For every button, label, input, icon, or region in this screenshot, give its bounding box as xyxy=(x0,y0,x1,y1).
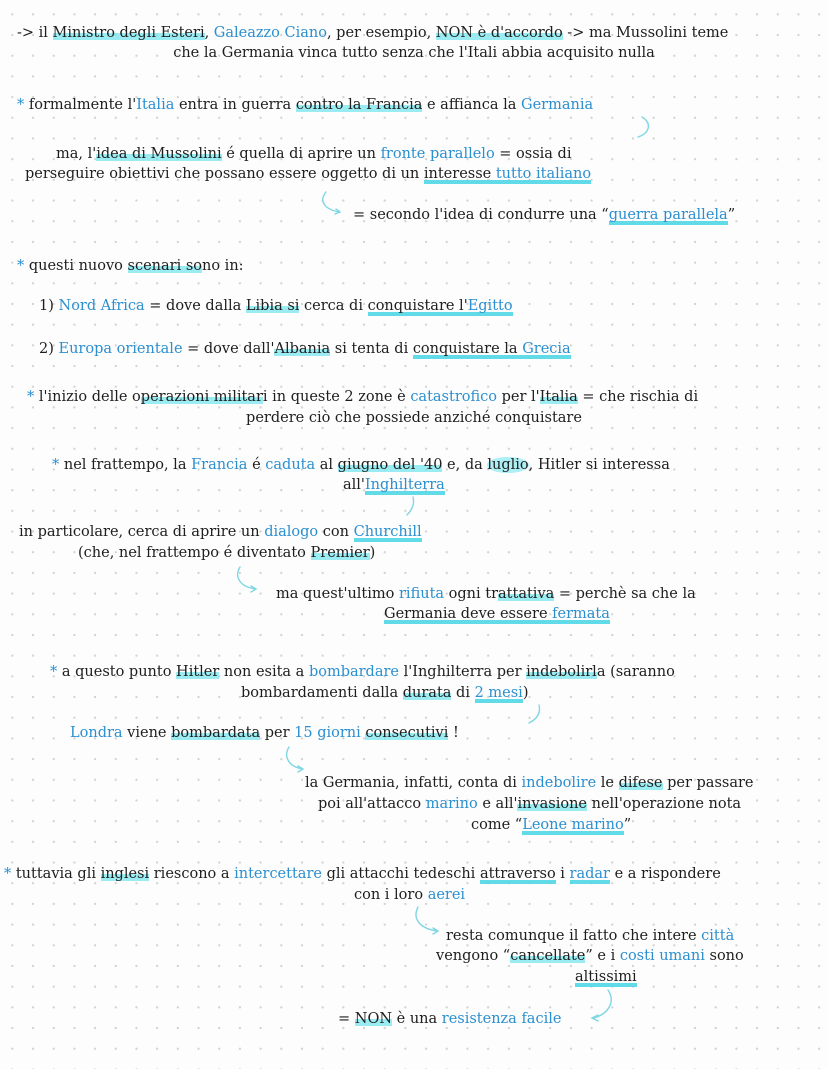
text: -> ma Mussolini teme xyxy=(562,25,729,41)
connector-arrow xyxy=(525,703,550,728)
highlight: giugno del '40 xyxy=(337,457,443,473)
note-line-14: in particolare, cerca di aprire un dialogo con Churchill xyxy=(19,524,422,540)
note-line-5: perseguire obiettivi che possano essere oggetto di un interesse tutto italiano xyxy=(25,166,592,182)
note-line-21: la Germania, infatti, conta di indebolire le difese per passare xyxy=(305,775,754,791)
highlight: attativa xyxy=(498,586,555,602)
note-line-4: ma, l'idea di Mussolini é quella di aprire un fronte parallelo = ossia di xyxy=(56,146,572,162)
note-line-29: = NON è una resistenza facile xyxy=(338,1011,562,1027)
note-line-10: * l'inizio delle operazioni militari in queste 2 zone è catastrofico per l'Italia = che rischia di xyxy=(27,389,699,405)
keyword: catastrofico xyxy=(410,389,498,405)
note-line-23: come “Leone marino” xyxy=(471,817,632,833)
keyword: fronte parallelo xyxy=(380,146,495,162)
note-line-8: 1) Nord Africa = dove dalla Libia si cerca di conquistare l'Egitto xyxy=(39,298,513,314)
highlight: altissimi xyxy=(575,969,637,985)
text: -> il xyxy=(17,25,53,41)
connector-arrow xyxy=(405,495,425,520)
highlight: bombardata xyxy=(171,725,261,741)
note-line-12: * nel frattempo, la Francia é caduta al giugno del '40 e, da luglio, Hitler si interessa xyxy=(52,457,670,473)
highlight: indebolirl xyxy=(526,664,597,680)
highlight: difese xyxy=(618,775,663,791)
note-line-25: con i loro aerei xyxy=(354,887,466,903)
highlight: Hitler xyxy=(176,664,220,680)
note-line-16: ma quest'ultimo rifiuta ogni trattativa = perchè sa che la xyxy=(276,586,696,602)
highlight: conquistare l' xyxy=(367,298,468,314)
keyword: Egitto xyxy=(467,298,513,314)
connector-arrow xyxy=(588,988,618,1023)
note-line-24: * tuttavia gli inglesi riescono a intercettare gli attacchi tedeschi attraverso i radar e a rispondere xyxy=(4,866,721,882)
note-line-13: all'Inghilterra xyxy=(343,477,445,493)
connector-arrow xyxy=(318,190,348,220)
note-line-26: resta comunque il fatto che intere città xyxy=(446,928,735,944)
highlight: NON è d'accordo xyxy=(435,25,563,41)
keyword: Francia xyxy=(191,457,248,473)
note-line-20: Londra viene bombardata per 15 giorni consecutivi ! xyxy=(70,725,459,741)
text: , xyxy=(204,25,214,41)
highlight: luglio xyxy=(487,457,529,473)
note-line-7: * questi nuovo scenari sono in: xyxy=(17,258,244,274)
keyword: aerei xyxy=(427,887,466,903)
highlight: Premier xyxy=(310,545,370,561)
note-line-17 xyxy=(384,604,610,624)
highlight: cancellate xyxy=(510,948,586,964)
connector-arrow xyxy=(283,745,313,775)
connector-arrow xyxy=(234,565,264,595)
keyword: 2 mesi xyxy=(474,685,523,701)
keyword: marino xyxy=(425,796,478,812)
note-line-11: perdere ciò che possiede anziché conquistare xyxy=(246,410,582,426)
bullet-star: * xyxy=(50,664,58,680)
highlight: attraverso xyxy=(479,866,556,882)
note-line-18: * a questo punto Hitler non esita a bombardare l'Inghilterra per indebolirla (saranno xyxy=(50,664,675,680)
note-line-9: 2) Europa orientale = dove dall'Albania si tenta di conquistare la Grecia xyxy=(39,341,571,357)
bullet-star: * xyxy=(17,258,25,274)
connector-arrow xyxy=(630,115,660,145)
highlight: inglesi xyxy=(100,866,150,882)
highlight: conquistare la xyxy=(412,341,523,357)
keyword: Londra xyxy=(70,725,123,741)
highlight: invasione xyxy=(517,796,588,812)
note-line-27: vengono “cancellate” e i costi umani sono xyxy=(436,948,744,964)
note-line-1 xyxy=(17,23,728,43)
bullet-star: * xyxy=(52,457,60,473)
highlight: Libia si xyxy=(245,298,300,314)
keyword: Galeazzo Ciano xyxy=(213,25,327,41)
keyword: Grecia xyxy=(522,341,571,357)
highlight: contro la Francia xyxy=(295,97,423,113)
highlight: Italia xyxy=(539,389,578,405)
note-line-28 xyxy=(575,967,637,987)
highlight: consecutivi xyxy=(365,725,449,741)
keyword: rifiuta xyxy=(399,586,445,602)
text: , per esempio, xyxy=(326,25,436,41)
bullet-star: * xyxy=(27,389,35,405)
keyword: Germania xyxy=(521,97,594,113)
keyword: Nord Africa xyxy=(58,298,145,314)
highlight: Albania xyxy=(274,341,331,357)
note-line-2: che la Germania vinca tutto senza che l'Itali abbia acquisito nulla xyxy=(173,45,655,61)
keyword: Italia xyxy=(136,97,175,113)
keyword: guerra parallela xyxy=(608,207,728,223)
keyword: 15 giorni xyxy=(294,725,361,741)
keyword: resistenza facile xyxy=(441,1011,562,1027)
highlight: durata xyxy=(402,685,452,701)
highlight: idea di Mussolini xyxy=(96,146,222,162)
highlight: perazioni militar xyxy=(140,389,263,405)
keyword: città xyxy=(701,928,735,944)
highlight: scenari so xyxy=(127,258,202,274)
note-line-3: * formalmente l'Italia entra in guerra contro la Francia e affianca la Germania xyxy=(17,97,594,113)
keyword: costi umani xyxy=(619,948,705,964)
keyword: Leone marino xyxy=(522,817,624,833)
keyword: caduta xyxy=(265,457,316,473)
note-line-15: (che, nel frattempo é diventato Premier) xyxy=(78,545,376,561)
keyword: radar xyxy=(569,866,610,882)
highlight: Germania deve essere xyxy=(384,606,553,622)
connector-arrow xyxy=(410,905,445,940)
keyword: bombardare xyxy=(308,664,399,680)
highlight: NON xyxy=(354,1011,393,1027)
highlight: Ministro degli Esteri xyxy=(52,25,205,41)
keyword: indebolire xyxy=(521,775,597,791)
highlight: interesse xyxy=(423,166,496,182)
keyword: Churchill xyxy=(353,524,422,540)
keyword: Europa orientale xyxy=(58,341,183,357)
keyword: fermata xyxy=(552,606,610,622)
note-line-19: bombardamenti dalla durata di 2 mesi) xyxy=(241,685,529,701)
keyword: intercettare xyxy=(234,866,322,882)
bullet-star: * xyxy=(17,97,25,113)
keyword: Inghilterra xyxy=(364,477,445,493)
note-line-6: = secondo l'idea di condurre una “guerra parallela” xyxy=(353,207,736,223)
bullet-star: * xyxy=(4,866,12,882)
keyword: dialogo xyxy=(264,524,319,540)
keyword: tutto italiano xyxy=(495,166,592,182)
note-line-22: poi all'attacco marino e all'invasione nell'operazione nota xyxy=(318,796,742,812)
